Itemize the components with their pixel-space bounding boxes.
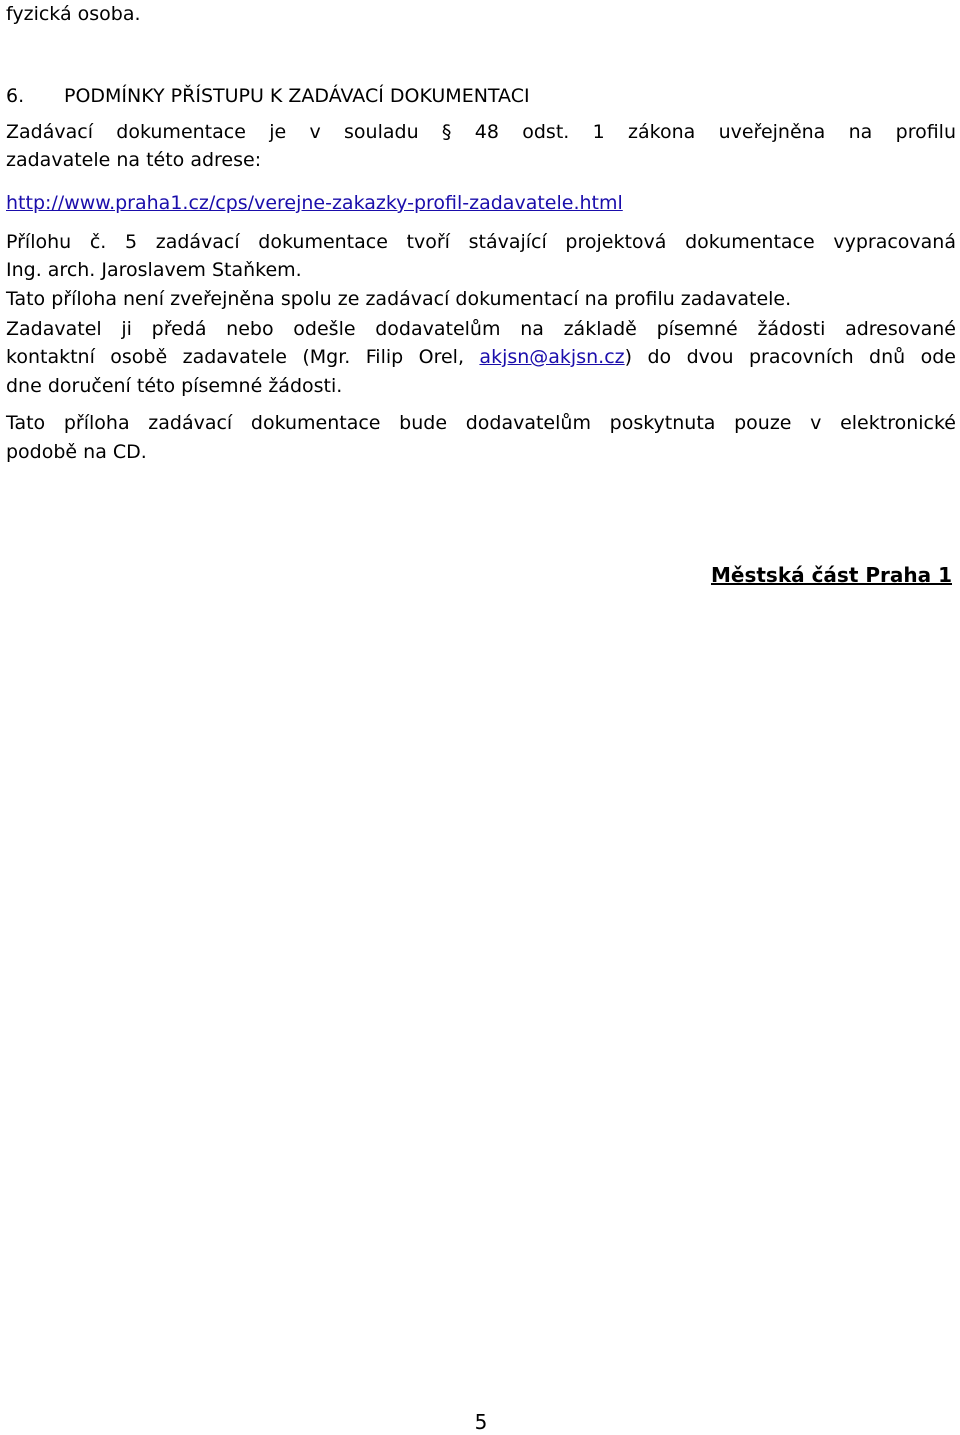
paragraph2-line4: Zadavatel ji předá nebo odešle dodavatelům na základě písemné žádosti adresované [6, 318, 956, 340]
section-number: 6. [6, 85, 25, 107]
paragraph2-line1: Přílohu č. 5 zadávací dokumentace tvoří stávající projektová dokumentace vypracovaná [6, 231, 956, 253]
paragraph3-line2: podobě na CD. [6, 441, 147, 463]
paragraph1-line1: Zadávací dokumentace je v souladu § 48 odst. 1 zákona uveřejněna na profilu [6, 121, 956, 143]
profile-link[interactable]: http://www.praha1.cz/cps/verejne-zakazky-profil-zadavatele.html [6, 192, 623, 214]
profile-link-row [6, 191, 956, 215]
signature-block: Městská část Praha 1 [710, 563, 952, 587]
paragraph1-line2: zadavatele na této adrese: [6, 149, 262, 171]
intro-trailing-text: fyzická osoba. [6, 3, 141, 25]
paragraph2-line5-after: ) do dvou pracovních dnů ode [624, 346, 956, 368]
paragraph2-line5-before: kontaktní osobě zadavatele (Mgr. Filip Orel, [6, 346, 480, 368]
paragraph2-line3: Tato příloha není zveřejněna spolu ze zadávací dokumentací na profilu zadavatele. [6, 288, 792, 310]
paragraph2-line5 [6, 345, 956, 369]
section-heading [6, 84, 956, 108]
contact-email-link[interactable]: akjsn@akjsn.cz [479, 346, 625, 368]
document-page [6, 0, 956, 1435]
paragraph3-line1: Tato příloha zadávací dokumentace bude dodavatelům poskytnuta pouze v elektronické [6, 412, 956, 434]
paragraph2-line6: dne doručení této písemné žádosti. [6, 375, 343, 397]
page-number: 5 [474, 1410, 488, 1434]
paragraph2-line2: Ing. arch. Jaroslavem Staňkem. [6, 259, 302, 281]
section-title: PODMÍNKY PŘÍSTUPU K ZADÁVACÍ DOKUMENTACI [64, 85, 530, 107]
